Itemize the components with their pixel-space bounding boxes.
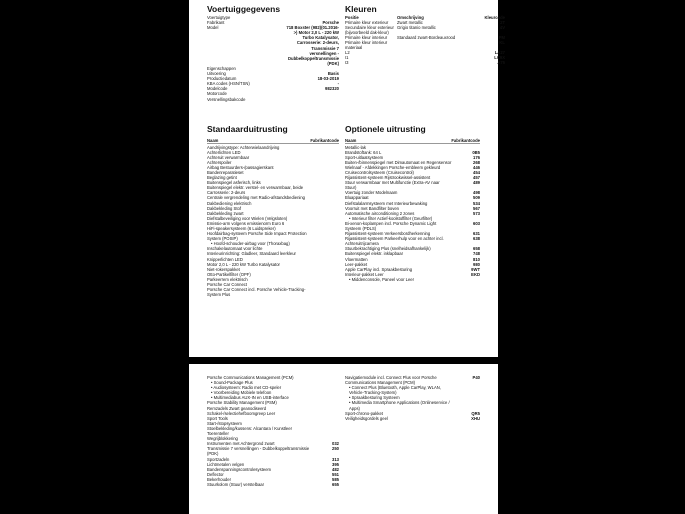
equipment-name: Porsche Communications Management (PCM) [207, 375, 294, 380]
equipment-name: Sport-chrono-pakket [345, 410, 383, 416]
equipment-code: XHU [471, 415, 480, 421]
equipment-name: Stoelbekleding/kussens: Alcantara / Kunstleer [207, 425, 292, 431]
equipment-name: Niet-rokerspakket [207, 266, 240, 272]
spec-value: 718 Boxster (982)(01.2016->) Motor 2,0 L - 220 kW Turbo Katalysator, Carrosserie: 2-deurs, Transmissie 7 versnellingen - Dubbelkoppeltransmissie (PDK) [286, 25, 339, 66]
spec-value: 18-03-2019 [317, 76, 339, 82]
equipment-name: Bandenreparatieset [207, 169, 244, 175]
spec-value [285, 97, 339, 102]
equipment-code: 603 [473, 220, 480, 226]
equipment-code: 534 [473, 200, 480, 206]
equipment-row [345, 180, 480, 190]
color-position: Primaire kleur interieur [345, 35, 388, 40]
equipment-name: Apple CarPlay incl. Spraakbesturing [345, 266, 413, 272]
equipment-code: 250 [332, 446, 339, 452]
document-page-1 [189, 0, 505, 357]
color-code: LC9X [494, 55, 505, 60]
equipment-name: Leer-pakket [345, 261, 368, 267]
equipment-row [207, 482, 339, 487]
page2-right-list [345, 375, 480, 421]
spec-row [207, 97, 339, 102]
equipment-name: Aandrijvingstype: Achterwielaandrijving [207, 144, 280, 150]
equipment-name: Airbag Bestuurders-/passagierskant [207, 164, 274, 170]
spec-label: Fabrikant [207, 20, 225, 26]
equipment-code: 446 [473, 164, 480, 170]
section-title-voertuig: Voertuiggegevens [207, 4, 281, 14]
equipment-name: Bi-xenon-koplampen incl. Porsche Dynamic Light Systeem (PDLS) [345, 220, 437, 231]
color-position: L2 [345, 50, 350, 55]
equipment-code: QR5 [471, 410, 480, 416]
equipment-name: • Multimediabus AUX-IN en USB-interface [207, 395, 339, 400]
equipment-code: 482 [332, 466, 339, 472]
equipment-code: 638 [473, 236, 480, 242]
color-code: A75 [497, 60, 505, 65]
color-description [397, 40, 469, 50]
color-row [345, 25, 505, 35]
equipment-name: Sport Tools [207, 415, 228, 421]
standaard-table [207, 138, 339, 297]
equipment-name: Brandstoftank: 64 L [345, 149, 382, 155]
spec-label: Voertuigtype [207, 15, 231, 20]
equipment-name: • Spraakbesturing Systeem [345, 395, 480, 400]
equipment-name: Stuurbekrachtiging Plus (snelheidsafhankelijk) [345, 246, 431, 252]
color-code: KL [499, 40, 505, 45]
equipment-name: Metallic-lak [345, 144, 366, 150]
equipment-name: Stuurkolom (Stuur) verstelbaar [207, 481, 265, 487]
equipment-name: Porsche Stability Management (PSM) [207, 400, 277, 406]
equipment-name: • Multimedia Smartphone Applications (Onlineservice / Apps) [345, 400, 480, 410]
equipment-name: Bluappariaat [345, 195, 369, 201]
equipment-name: Emissie-arm volgens emissienorm Euro 6 [207, 220, 285, 226]
equipment-name: Voorruit met Bandfilter boven [345, 205, 400, 211]
equipment-name: Beglazing getint [207, 175, 237, 181]
equipment-name: Buiten-/binnenspiegel met Dimautomaat en Regensensor [345, 159, 452, 165]
equipment-name: • Interieur filter Actief-koolstoffilter (Geurfilter) [345, 216, 480, 221]
equipment-name: Otto-Partikelfilter (OPF) [207, 271, 251, 277]
equipment-name: Diefstalalarmsysteem met Interieurbewaking [345, 200, 428, 206]
equipment-row [207, 287, 339, 297]
equipment-name: Lichtmetalen velgen [207, 461, 245, 467]
equipment-code: 631 [473, 231, 480, 237]
equipment-name: Buitenspiegel asferisch, links [207, 180, 261, 186]
equipment-name: Voertuig zonder Modelnaam [345, 190, 398, 196]
equipment-name: Sportzadeln [207, 456, 230, 462]
equipment-row [345, 416, 480, 421]
equipment-name: Instrumenten met Achtergrond zwart [207, 441, 275, 447]
equipment-code: 395 [332, 461, 339, 467]
spec-value: - [337, 81, 339, 87]
equipment-row [345, 385, 480, 395]
equipment-name: Start-/stopsysteem [207, 420, 242, 426]
kleuren-table [345, 15, 505, 65]
equipment-name: Parkeerrem elektrisch [207, 276, 248, 282]
color-description [397, 60, 469, 65]
equipment-name: Dakbediening elektrisch [207, 200, 252, 206]
equipment-row [345, 221, 480, 231]
kleuren-header: Positie Omschrijving Kleurcode [345, 15, 505, 20]
equipment-code: 313 [332, 456, 339, 462]
equipment-code: 489 [473, 180, 480, 186]
color-code: 4V [499, 25, 505, 30]
equipment-name: Wegrijblokkering [207, 436, 238, 442]
equipment-name: • Connect Plus (Bluetooth, Apple CarPlay, WLAN, Vehicle-Tracking-System) [345, 385, 480, 395]
color-row [345, 60, 505, 65]
page2-left-list [207, 375, 339, 487]
equipment-code: 810 [473, 256, 480, 262]
optioneel-header: Naam Fabrikantcode [345, 138, 480, 143]
equipment-code: 454 [473, 169, 480, 175]
equipment-name: Carrosserie: 2-deurs [207, 190, 246, 196]
equipment-name: Navigatiemodule incl. Connect Plus voor Porsche Communications Management (PCM) [345, 375, 437, 386]
equipment-name: Veiligheidsgordels geel [345, 415, 388, 421]
equipment-name: Remzadels Zwart geanodiseerd [207, 405, 267, 411]
color-description: Standaard zwart-Bordeauxrood [397, 35, 456, 40]
equipment-name: Dakbekleding Stof [207, 205, 241, 211]
equipment-name: Sport-uitlaatsysteem [345, 154, 384, 160]
equipment-row [207, 231, 339, 241]
color-code: 2T [500, 20, 505, 25]
spec-value: Porsche [322, 20, 339, 26]
equipment-name: Toerenteller [207, 431, 229, 437]
equipment-name: Transmissie 7 versnellingen - Dubbelkoppeltransmissie (PDK) [207, 446, 310, 457]
equipment-name: Achteruit verwarmbaar [207, 154, 250, 160]
equipment-name: Rijassistent-systeem Rijstrookwissel-assistent [345, 175, 431, 181]
color-position: I1 [345, 55, 349, 60]
spec-label: Model [207, 25, 219, 31]
equipment-name: Knipperlichten LED [207, 256, 243, 262]
optioneel-table [345, 138, 480, 282]
equipment-name: Cruisecontrolsysteem (Cruisecontrol) [345, 169, 414, 175]
color-position: Primaire kleur exterieur [345, 20, 389, 25]
equipment-name: HiFi-speakersysteem (6 Luidspreker) [207, 226, 276, 231]
equipment-name: Achterspoiler [207, 159, 232, 165]
equipment-row [345, 375, 480, 385]
equipment-row [345, 277, 480, 282]
equipment-code: 655 [332, 481, 339, 487]
equipment-code: 658 [473, 246, 480, 252]
equipment-name: • Hoofd-schouder-airbag voor (Thoraxbag) [207, 241, 339, 246]
equipment-name: Stuur verwarmbaar met Multifunctie (Extra-AV naar Stuur) [345, 180, 440, 191]
equipment-code: 509 [473, 195, 480, 201]
equipment-name: Automatische airconditioning 2 zones [345, 210, 415, 216]
spec-label: Modelcode [207, 86, 228, 92]
equipment-name: Rijassistent-systeem Verkeersbordherkenning [345, 231, 431, 237]
equipment-code: 032 [332, 441, 339, 447]
spec-label: Versnellingsbakcode [207, 96, 246, 102]
equipment-name: • Audiosysteem: Radio met CD-speler [207, 385, 339, 390]
equipment-name: Bandenspanningscontrolesysteem [207, 466, 272, 472]
equipment-code: 585 [332, 476, 339, 482]
color-position: Primaire kleur interieur materiaal [345, 40, 388, 50]
equipment-name: Dakbekleding zwart [207, 210, 244, 216]
equipment-name: Hoofdairbag-systeem Porsche Side Impact Protection System (POSIP) [207, 231, 307, 242]
equipment-code: 176 [473, 154, 480, 160]
equipment-name: Bekerhouder [207, 476, 231, 482]
equipment-name: • Sound-Package Plus [207, 380, 339, 385]
spec-label: Eigenschappen [207, 65, 236, 71]
equipment-code: 567 [473, 205, 480, 211]
section-title-kleuren: Kleuren [345, 4, 377, 14]
color-position: Secundaire kleur exterieur (bijvoorbeeld dak-kleur) [345, 25, 394, 35]
color-description: Grigio titanio metallic [397, 25, 436, 30]
equipment-name: • Middenconsole, Paneel voor Leer [345, 277, 480, 282]
equipment-code: P40 [472, 375, 480, 380]
equipment-code: 9WT [471, 266, 480, 272]
equipment-code: 268 [473, 159, 480, 165]
document-page-2 [189, 364, 498, 514]
equipment-code: 551 [332, 471, 339, 477]
equipment-code: 457 [473, 175, 480, 181]
equipment-name: Vloermatten [345, 256, 368, 262]
equipment-name: Motor 2,0 L - 220 kW Turbo Katalysator [207, 261, 280, 267]
equipment-name: Diefstalbeveiliging voor Wielen (Velgsloten) [207, 215, 288, 221]
spec-label: KBA codes (HSN/TSN) [207, 81, 250, 87]
spec-row [207, 25, 339, 66]
spec-value: Basis [327, 71, 339, 77]
standaard-header: Naam Fabrikantcode [207, 138, 339, 143]
section-title-standaard: Standaarduitrusting [207, 124, 288, 134]
color-code: PM [498, 35, 505, 40]
equipment-code: 0B5 [472, 149, 480, 155]
spec-value: 982320 [325, 86, 339, 92]
equipment-code: 980 [473, 261, 480, 267]
spec-label: Uitvoering [207, 71, 226, 77]
equipment-name: Interieur-pakket Leer [345, 271, 384, 277]
equipment-row [345, 236, 480, 246]
equipment-code: 498 [473, 190, 480, 196]
equipment-code: 573 [473, 210, 480, 216]
equipment-name: Buitenspiegel elektr. inklapbaar [345, 251, 403, 257]
equipment-name: Deflector [207, 471, 224, 477]
equipment-name: Achterlichten LED [207, 149, 241, 155]
equipment-code: 748 [473, 251, 480, 257]
color-position: I3 [345, 60, 349, 65]
spec-label: Productiedatum [207, 76, 237, 82]
equipment-name: Inschakelautomaat voor lichte [207, 246, 263, 252]
equipment-name: Centrale vergrendeling met Radio-afstandsbediening [207, 195, 306, 201]
color-description: Zwart metallic [397, 20, 423, 25]
equipment-name: Interieurinrichting: Gladleer, Standaard leerkleur [207, 251, 296, 257]
equipment-name: Rijassistent-systeem Parkeerhulp voor en achter incl. Achteruitrijcamera [345, 236, 444, 247]
equipment-code: EKD [471, 271, 480, 277]
equipment-name: Buitenspiegel elektr. verstel- en verwarmbaar, beide [207, 185, 304, 191]
equipment-name: Wielnaaf - Afdekkingen Porsche-embleem gekleurd [345, 164, 441, 170]
equipment-name: Schakel-/selectiehefboomgreep Leer [207, 410, 276, 416]
equipment-name: Porsche Car Connect incl. Porsche Vehicle-Tracking-System Plus [207, 287, 306, 298]
color-row [345, 40, 505, 50]
equipment-name: • Voorbereiding Mobiele telefoon [207, 390, 339, 395]
color-code: LA27 [494, 50, 505, 55]
spec-label: Motorcode [207, 91, 227, 97]
voertuig-list [207, 15, 339, 102]
equipment-row [207, 446, 339, 456]
equipment-row [345, 400, 480, 410]
section-title-optioneel: Optionele uitrusting [345, 124, 426, 134]
equipment-name: Porsche Car Connect [207, 282, 248, 288]
